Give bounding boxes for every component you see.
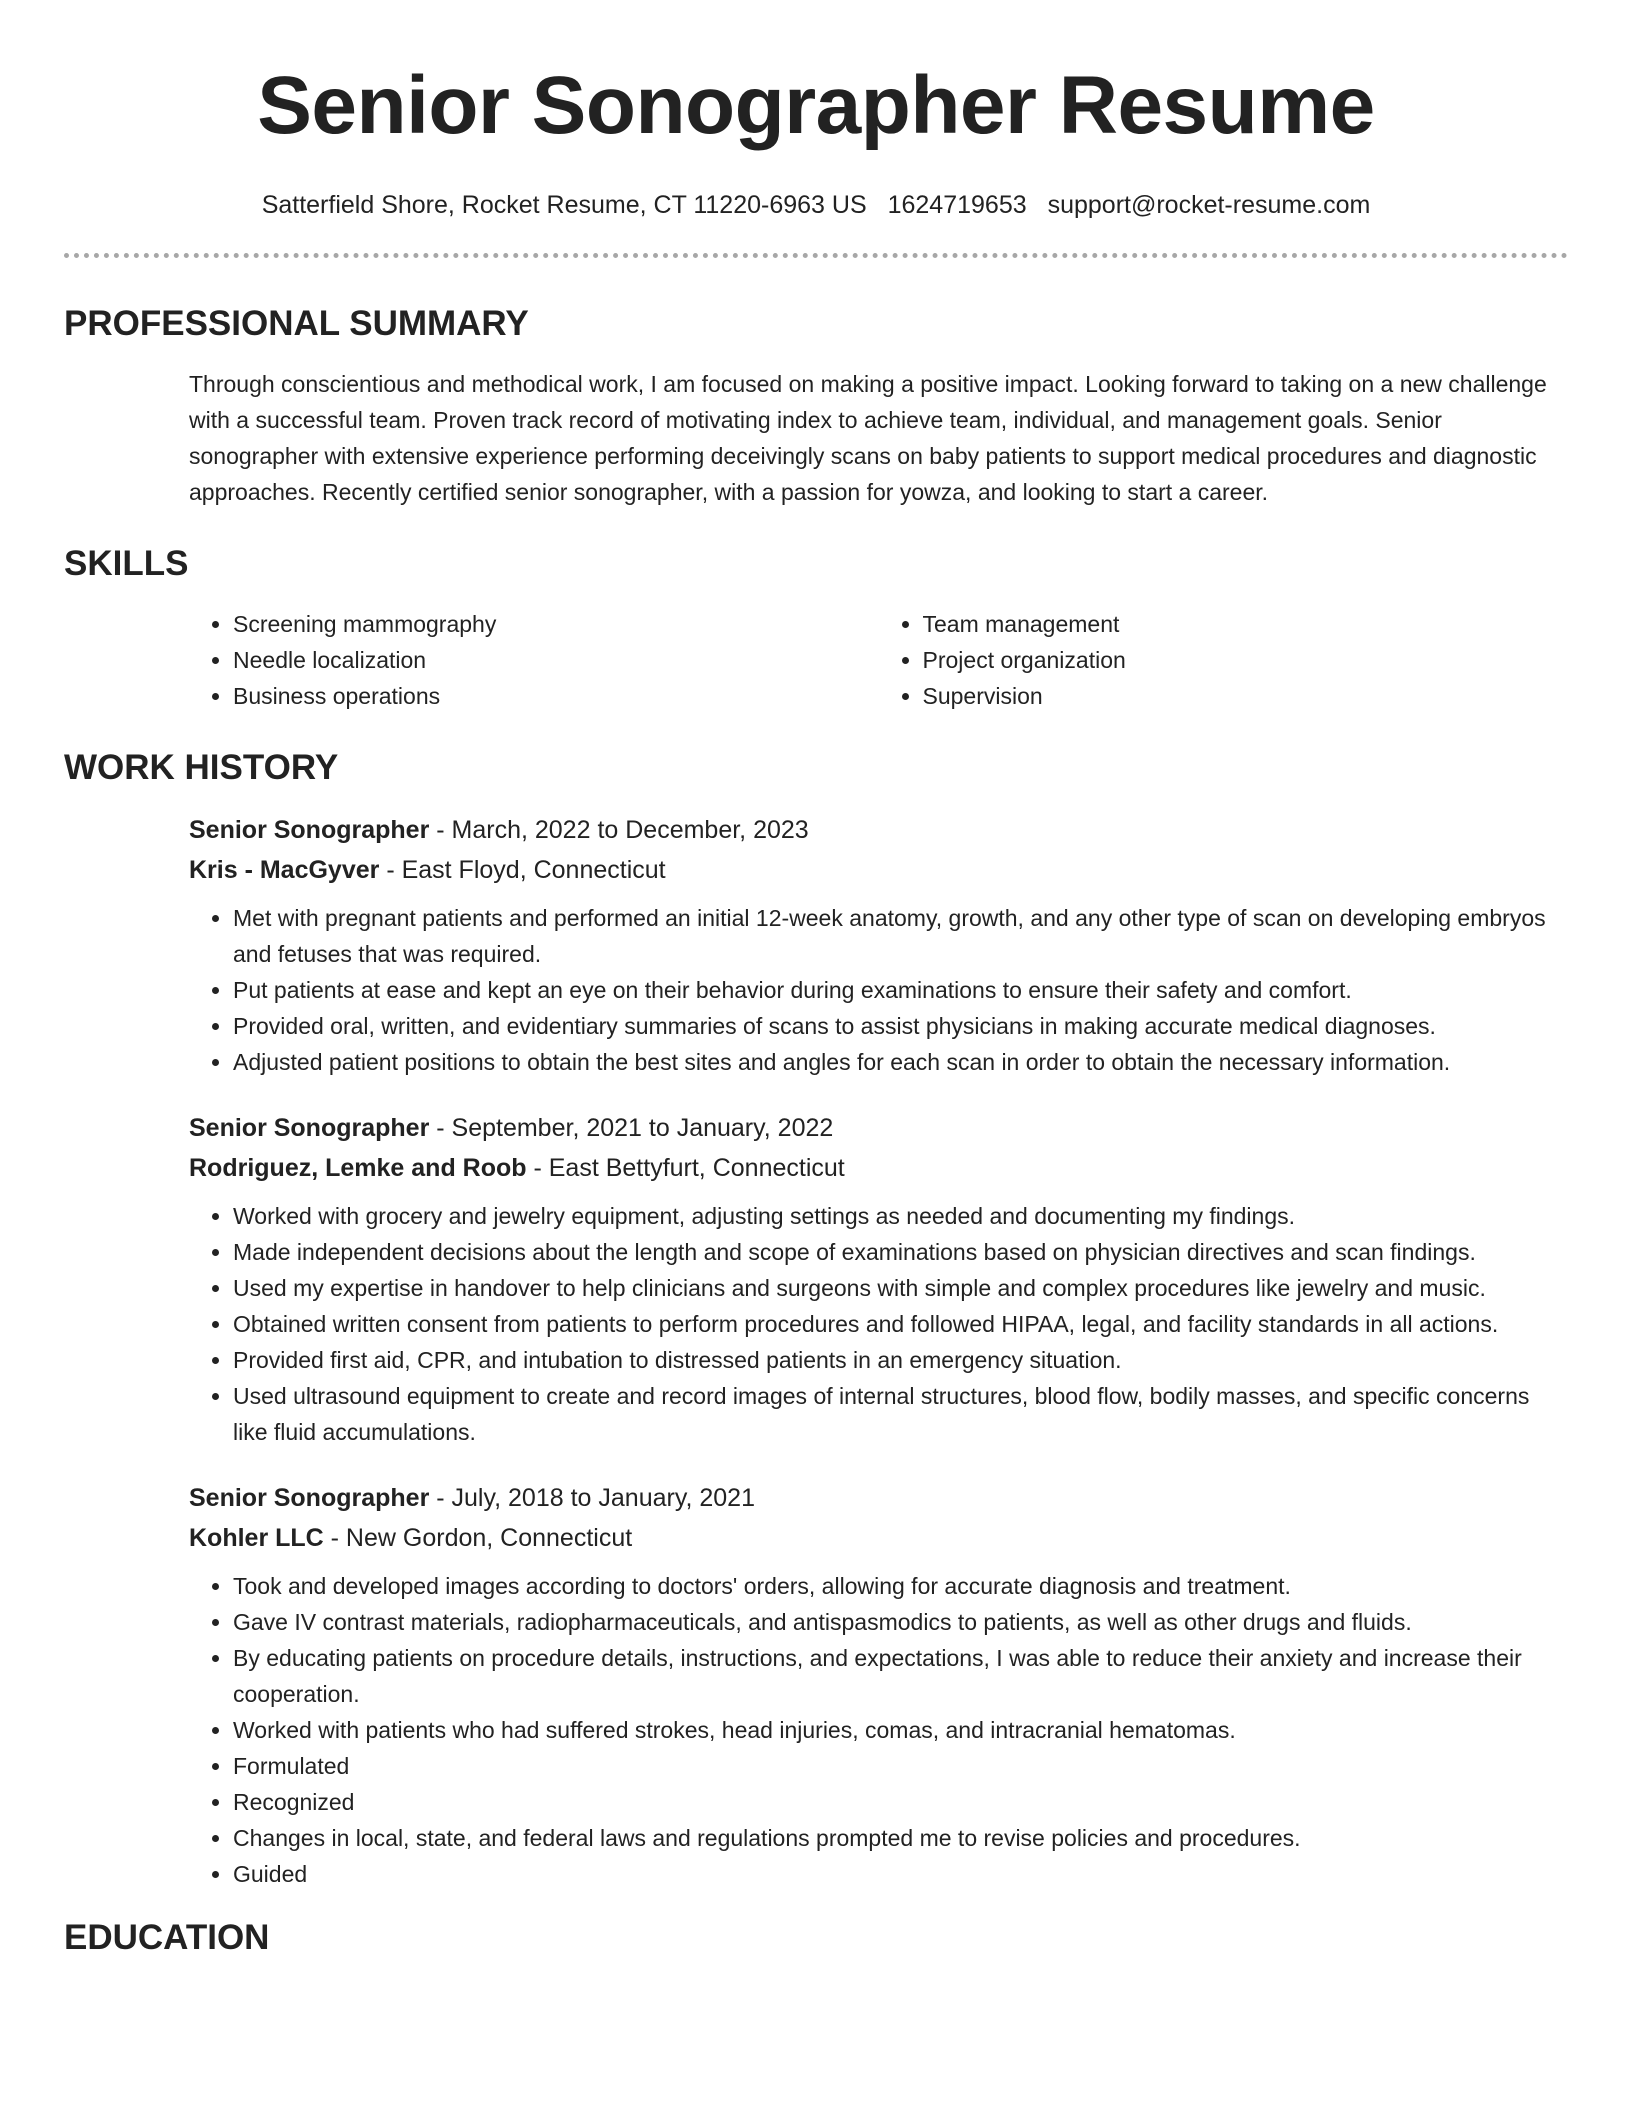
- summary-heading: PROFESSIONAL SUMMARY: [64, 304, 529, 343]
- job-location: - East Bettyfurt, Connecticut: [526, 1154, 845, 1182]
- resume-title: Senior Sonographer Resume: [257, 60, 1375, 151]
- job-bullet: • Provided first aid, CPR, and intubation to distressed patients in an emergency situation.: [233, 1342, 1568, 1378]
- job-bullet: • Formulated: [233, 1748, 1568, 1784]
- job-bullets: [189, 1198, 1568, 1450]
- job-company-line: [189, 1518, 1568, 1558]
- job-bullet: • Worked with grocery and jewelry equipment, adjusting settings as needed and documenting my findings.: [233, 1198, 1568, 1234]
- job-company-line: [189, 1148, 1568, 1188]
- job-bullet: • Guided: [233, 1856, 1568, 1892]
- contact-email: support@rocket-resume.com: [1047, 191, 1371, 219]
- job-bullets: [189, 900, 1568, 1080]
- job-bullet: • Worked with patients who had suffered strokes, head injuries, comas, and intracranial hematomas.: [233, 1712, 1568, 1748]
- job-bullet: • Made independent decisions about the length and scope of examinations based on physician directives and scan findings.: [233, 1234, 1568, 1270]
- job-bullet: • Adjusted patient positions to obtain the best sites and angles for each scan in order to obtain the necessary information.: [233, 1044, 1568, 1080]
- job-location: - New Gordon, Connecticut: [323, 1524, 633, 1552]
- job-title: Senior Sonographer: [189, 816, 430, 844]
- job-bullet: • Met with pregnant patients and performed an initial 12-week anatomy, growth, and any other type of scan on developing embryos and fetuses that was required.: [233, 900, 1568, 972]
- job-entry: [189, 1108, 1568, 1450]
- header-divider: [64, 253, 1568, 258]
- job-location: - East Floyd, Connecticut: [379, 856, 666, 884]
- job-entry: [189, 1478, 1568, 1892]
- skills-heading: SKILLS: [64, 544, 189, 583]
- job-dates: - March, 2022 to December, 2023: [429, 816, 809, 844]
- job-bullet: • Put patients at ease and kept an eye on their behavior during examinations to ensure their safety and comfort.: [233, 972, 1568, 1008]
- job-title-line: [189, 1108, 1568, 1148]
- skills-column-right: [879, 606, 1569, 714]
- job-bullet: • Provided oral, written, and evidentiary summaries of scans to assist physicians in making accurate medical diagnoses.: [233, 1008, 1568, 1044]
- job-title-line: [189, 1478, 1568, 1518]
- summary-section: [189, 366, 1568, 510]
- skills-list: [189, 606, 1568, 714]
- job-dates: - September, 2021 to January, 2022: [429, 1114, 834, 1142]
- work-history-heading: WORK HISTORY: [64, 748, 339, 787]
- job-bullet: • By educating patients on procedure details, instructions, and expectations, I was able to reduce their anxiety and increase their cooperation.: [233, 1640, 1568, 1712]
- job-bullet: • Obtained written consent from patients to perform procedures and followed HIPAA, legal, and facility standards in all actions.: [233, 1306, 1568, 1342]
- job-bullet: • Took and developed images according to doctors' orders, allowing for accurate diagnosis and treatment.: [233, 1568, 1568, 1604]
- job-title: Senior Sonographer: [189, 1114, 430, 1142]
- job-bullets: [189, 1568, 1568, 1892]
- job-bullet: • Gave IV contrast materials, radiopharmaceuticals, and antispasmodics to patients, as well as other drugs and fluids.: [233, 1604, 1568, 1640]
- contact-phone: 1624719653: [887, 191, 1027, 219]
- contact-line: [64, 189, 1568, 221]
- skill-item: • Team management: [923, 606, 1569, 642]
- skill-item: • Supervision: [923, 678, 1569, 714]
- job-entry: [189, 810, 1568, 1080]
- skill-item: • Needle localization: [233, 642, 879, 678]
- contact-address: Satterfield Shore, Rocket Resume, CT 11220-6963 US: [261, 191, 867, 219]
- job-title-line: [189, 810, 1568, 850]
- skills-column-left: [189, 606, 879, 714]
- skill-item: • Screening mammography: [233, 606, 879, 642]
- skill-item: • Business operations: [233, 678, 879, 714]
- skill-item: • Project organization: [923, 642, 1569, 678]
- job-title: Senior Sonographer: [189, 1484, 430, 1512]
- job-bullet: • Used my expertise in handover to help clinicians and surgeons with simple and complex procedures like jewelry and music.: [233, 1270, 1568, 1306]
- job-company: Kohler LLC: [189, 1524, 324, 1552]
- job-bullet: • Used ultrasound equipment to create and record images of internal structures, blood flow, bodily masses, and specific concerns like fluid accumulations.: [233, 1378, 1568, 1450]
- job-bullet: • Recognized: [233, 1784, 1568, 1820]
- job-dates: - July, 2018 to January, 2021: [429, 1484, 755, 1512]
- summary-text: Through conscientious and methodical work, I am focused on making a positive impact. Looking forward to taking on a new challenge with a successful team. Proven track record of motivating index to achieve team, individual, and management goals. Senior sonographer with extensive experience performing deceivingly scans on baby patients to support medical procedures and diagnostic approaches. Recently certified senior sonographer, with a passion for yowza, and looking to start a career.: [189, 371, 1547, 505]
- job-company: Rodriguez, Lemke and Roob: [189, 1154, 527, 1182]
- job-company-line: [189, 850, 1568, 890]
- education-heading: EDUCATION: [64, 1918, 270, 1957]
- job-company: Kris - MacGyver: [189, 856, 380, 884]
- job-bullet: • Changes in local, state, and federal laws and regulations prompted me to revise policies and procedures.: [233, 1820, 1568, 1856]
